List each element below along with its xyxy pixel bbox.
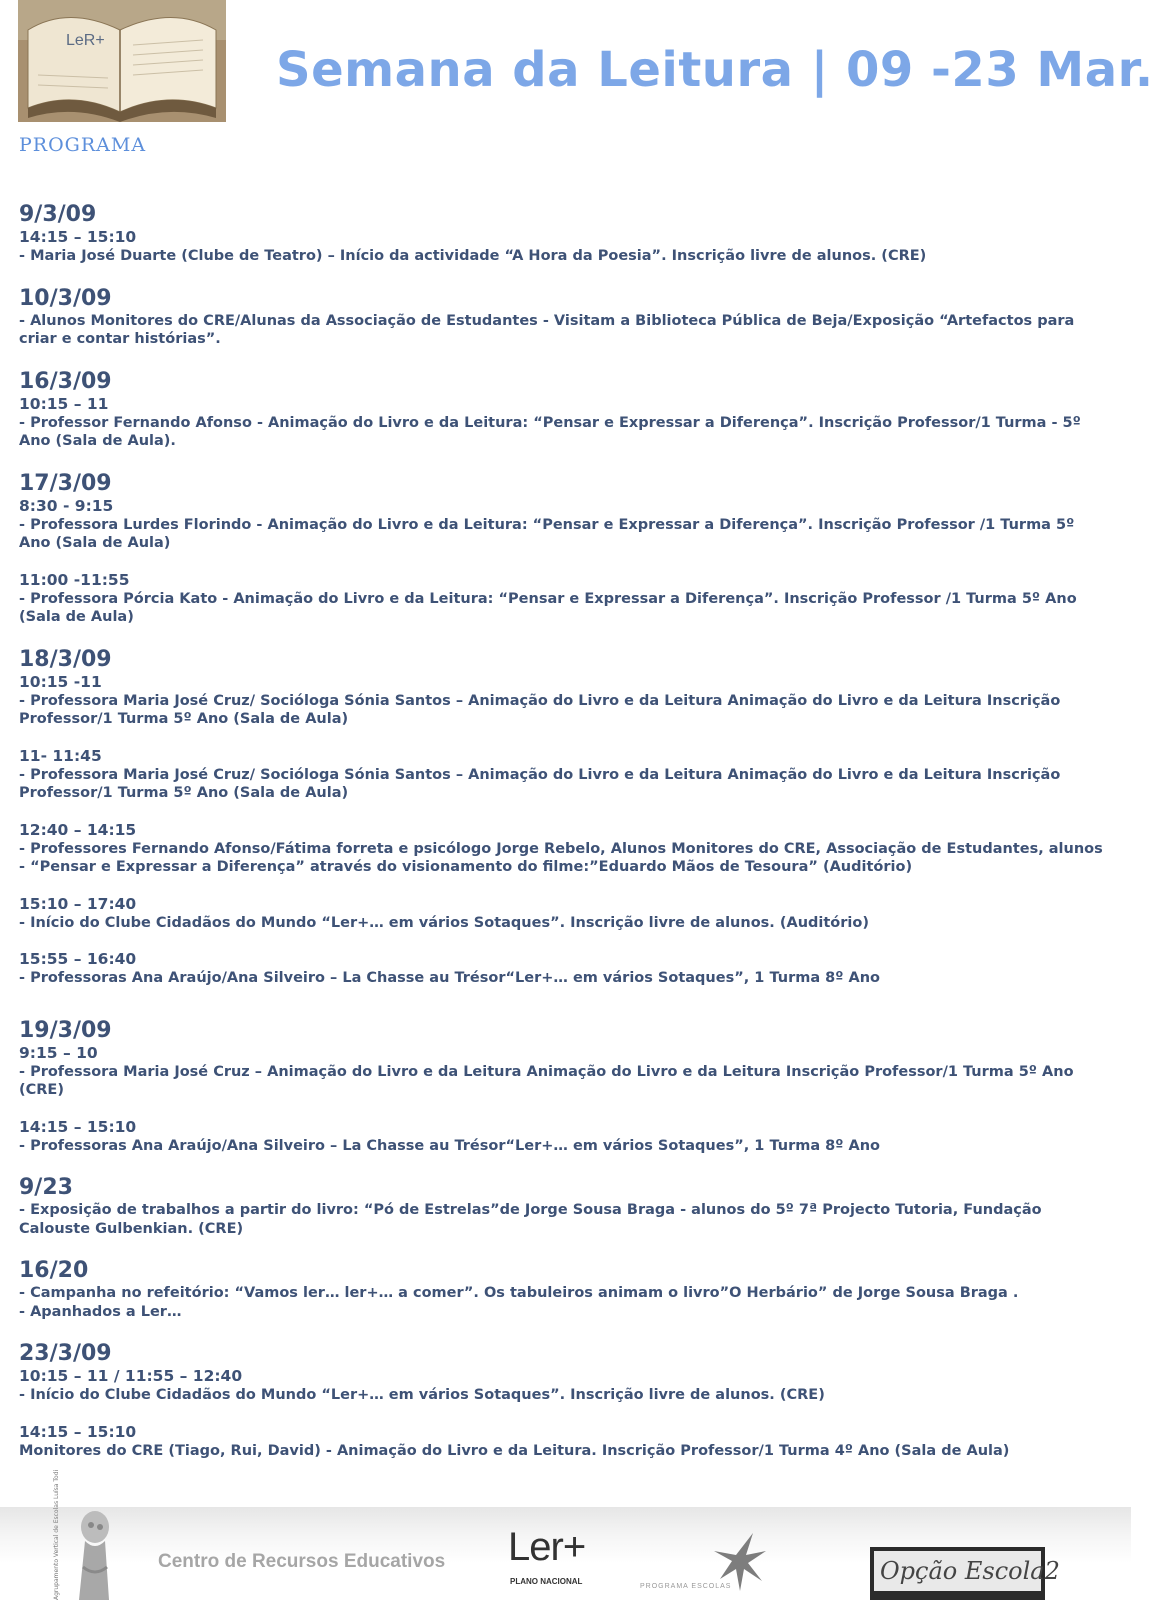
event-description: - Professora Maria José Cruz – Animação do Livro e da Leitura Animação do Livro e da Leitura Inscrição Professor/1 Turma 5º Ano (CRE)	[19, 1063, 1074, 1098]
schedule-event	[19, 950, 1104, 988]
event-time: 15:55 – 16:40	[19, 950, 137, 968]
event-description: - Professores Fernando Afonso/Fátima forreta e psicólogo Jorge Rebelo, Alunos Monitores do CRE, Associação de Estudantes, alunos - “Pensar e Expressar a Diferença” através do visionamento do filme:”Eduardo Mãos de Tesoura” (Auditório)	[19, 840, 1103, 875]
schedule-event	[19, 895, 1104, 933]
event-description: - Apanhados a Ler…	[19, 1303, 182, 1320]
escolas-star-logo	[640, 1527, 770, 1600]
day-date: 19/3/09	[19, 1017, 112, 1043]
event-time: 14:15 – 15:10	[19, 1422, 137, 1441]
event-description: - Professora Maria José Cruz/ Socióloga Sónia Santos – Animação do Livro e da Leitura Animação do Livro e da Leitura Inscrição Professor/1 Turma 5º Ano (Sala de Aula)	[19, 766, 1061, 801]
program-schedule	[19, 182, 1104, 1460]
event-description: - Início do Clube Cidadãos do Mundo “Ler+… em vários Sotaques”. Inscrição livre de alunos. (CRE)	[19, 1387, 825, 1403]
event-time: 11- 11:45	[19, 746, 102, 765]
schedule-day	[19, 471, 1104, 627]
day-date: 18/3/09	[19, 646, 112, 672]
event-time: 10:15 -11	[19, 672, 102, 691]
program-label: PROGRAMA	[19, 134, 147, 156]
book-logo-text: LeR+	[66, 32, 105, 49]
opcao-logo-text: Opção Escola2	[874, 1551, 1041, 1591]
schedule-event	[19, 1118, 1104, 1156]
day-date: 17/3/09	[19, 470, 112, 496]
event-description: - Professor Fernando Afonso - Animação do Livro e da Leitura: “Pensar e Expressar a Diferença”. Inscrição Professor/1 Turma - 5º Ano (Sala de Aula).	[19, 414, 1081, 449]
event-time: 11:00 -11:55	[19, 570, 130, 589]
event-time: 10:15 – 11	[19, 394, 109, 413]
crest-text: Agrupamento Vertical de Escolas Luísa Todi	[53, 1469, 60, 1600]
schedule-day	[19, 286, 1104, 349]
event-time: 12:40 – 14:15	[19, 820, 137, 839]
opcao-escola-logo	[870, 1547, 1060, 1600]
star-logo-text: PROGRAMA ESCOLAS	[640, 1583, 732, 1590]
schedule-event	[19, 228, 1104, 266]
page-title: Semana da Leitura | 09 -23 Mar.	[276, 42, 1154, 98]
event-time: 8:30 - 9:15	[19, 496, 114, 515]
event-description: - Início do Clube Cidadãos do Mundo “Ler+… em vários Sotaques”. Inscrição livre de alunos. (Auditório)	[19, 914, 869, 931]
ler-plus-logo	[508, 1517, 608, 1600]
day-date: 9/3/09	[19, 202, 97, 227]
schedule-event	[19, 1367, 1104, 1405]
schedule-event	[19, 497, 1104, 553]
event-description: - Professora Pórcia Kato - Animação do Livro e da Leitura: “Pensar e Expressar a Diferença”. Inscrição Professor /1 Turma 5º Ano (Sala de Aula)	[19, 590, 1077, 625]
schedule-day	[19, 202, 1104, 266]
event-time: 15:10 – 17:40	[19, 894, 137, 913]
event-time: 10:15 – 11 / 11:55 – 12:40	[19, 1367, 243, 1385]
schedule-event	[19, 821, 1104, 877]
schedule-event	[19, 673, 1104, 729]
book-logo-image	[18, 0, 226, 122]
school-crest-logo	[53, 1469, 125, 1600]
day-date: 9/23	[19, 1175, 73, 1200]
day-date: 10/3/09	[19, 285, 112, 311]
event-description: - Professoras Ana Araújo/Ana Silveiro – La Chasse au Trésor“Ler+… em vários Sotaques”, 1 Turma 8º Ano	[19, 970, 880, 986]
day-date: 23/3/09	[19, 1341, 112, 1366]
event-description: - Professoras Ana Araújo/Ana Silveiro – La Chasse au Trésor“Ler+… em vários Sotaques”, 1 Turma 8º Ano	[19, 1137, 880, 1154]
schedule-day	[19, 1258, 1104, 1321]
event-description: - Alunos Monitores do CRE/Alunas da Associação de Estudantes - Visitam a Biblioteca Pública de Beja/Exposição “Artefactos para criar e contar histórias”.	[19, 312, 1075, 347]
schedule-event	[19, 1284, 1104, 1303]
schedule-day	[19, 647, 1104, 988]
schedule-day	[19, 369, 1104, 451]
schedule-day	[19, 1341, 1104, 1460]
schedule-event	[19, 571, 1104, 627]
schedule-event	[19, 1303, 1104, 1322]
event-time: 14:15 – 15:10	[19, 1117, 137, 1136]
schedule-day	[19, 1175, 1104, 1238]
event-description: - Campanha no refeitório: “Vamos ler… ler+… a comer”. Os tabuleiros animam o livro”O Herbário” de Jorge Sousa Braga .	[19, 1285, 1019, 1301]
day-date: 16/20	[19, 1258, 89, 1283]
schedule-event	[19, 1423, 1104, 1461]
schedule-day	[19, 1018, 1104, 1156]
schedule-event	[19, 747, 1104, 803]
event-description: - Maria José Duarte (Clube de Teatro) – Início da actividade “A Hora da Poesia”. Inscrição livre de alunos. (CRE)	[19, 248, 927, 264]
event-time: 14:15 – 15:10	[19, 228, 137, 246]
schedule-event	[19, 395, 1104, 451]
event-description: - Professora Maria José Cruz/ Socióloga Sónia Santos – Animação do Livro e da Leitura Animação do Livro e da Leitura Inscrição Professor/1 Turma 5º Ano (Sala de Aula)	[19, 692, 1061, 727]
event-description: Monitores do CRE (Tiago, Rui, David) - Animação do Livro e da Leitura. Inscrição Professor/1 Turma 4º Ano (Sala de Aula)	[19, 1442, 1010, 1459]
schedule-event	[19, 312, 1104, 349]
ler-logo-text: Ler+	[508, 1525, 586, 1569]
ler-logo-subtitle: PLANO NACIONAL	[510, 1577, 583, 1586]
schedule-event	[19, 1201, 1104, 1238]
day-date: 16/3/09	[19, 368, 112, 394]
event-time: 9:15 – 10	[19, 1043, 98, 1062]
event-description: - Exposição de trabalhos a partir do livro: “Pó de Estrelas”de Jorge Sousa Braga - alunos do 5º 7ª Projecto Tutoria, Fundação Calouste Gulbenkian. (CRE)	[19, 1202, 1042, 1237]
event-description: - Professora Lurdes Florindo - Animação do Livro e da Leitura: “Pensar e Expressar a Diferença”. Inscrição Professor /1 Turma 5º Ano (Sala de Aula)	[19, 516, 1075, 551]
cre-label: Centro de Recursos Educativos	[158, 1551, 446, 1572]
schedule-event	[19, 1044, 1104, 1100]
footer-logos	[0, 1469, 1131, 1600]
